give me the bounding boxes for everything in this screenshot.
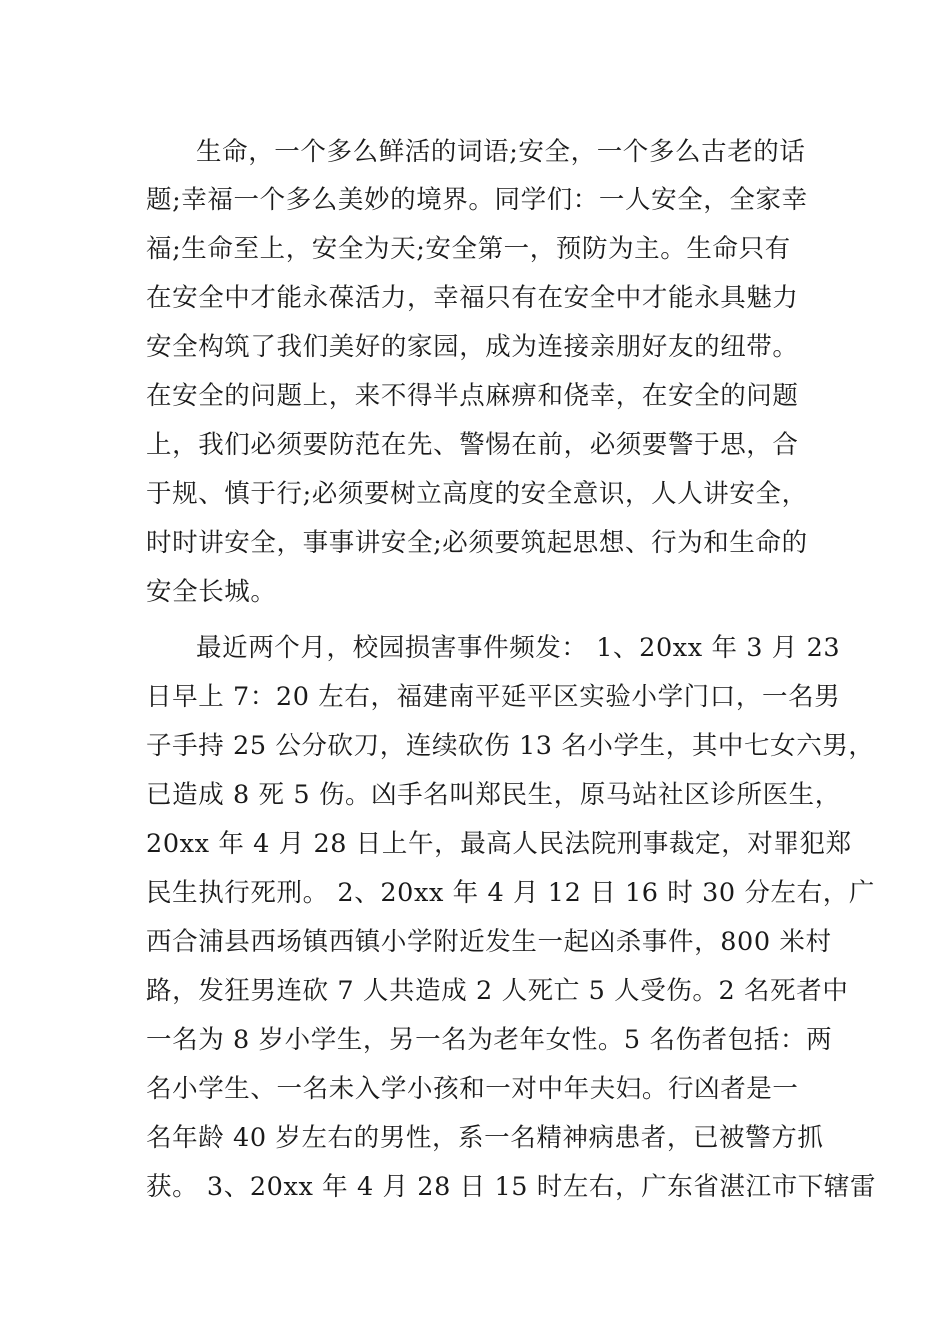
text-line: 日早上 7：20 左右，福建南平延平区实验小学门口，一名男 — [146, 682, 841, 712]
text-line: 一名为 8 岁小学生，另一名为老年女性。5 名伤者包括：两 — [146, 1025, 833, 1055]
text-line: 名年龄 40 岁左右的男性，系一名精神病患者，已被警方抓 — [146, 1123, 824, 1153]
text-line: 西合浦县西场镇西镇小学附近发生一起凶杀事件，800 米村 — [146, 927, 832, 957]
text-line: 在安全的问题上，来不得半点麻痹和侥幸，在安全的问题 — [146, 381, 799, 411]
text-line: 名小学生、一名未入学小孩和一对中年夫妇。行凶者是一 — [146, 1074, 799, 1104]
text-line: 题;幸福一个多么美妙的境界。同学们：一人安全，全家幸 — [146, 185, 808, 215]
text-line: 福;生命至上，安全为天;安全第一，预防为主。生命只有 — [146, 234, 791, 264]
text-line: 于规、慎于行;必须要树立高度的安全意识，人人讲安全， — [146, 479, 808, 509]
text-line: 时时讲安全，事事讲安全;必须要筑起思想、行为和生命的 — [146, 528, 808, 558]
text-line: 生命，一个多么鲜活的词语;安全，一个多么古老的话 — [196, 137, 806, 167]
text-line: 子手持 25 公分砍刀，连续砍伤 13 名小学生，其中七女六男， — [146, 731, 875, 761]
text-line: 最近两个月，校园损害事件频发： 1、20xx 年 3 月 23 — [196, 633, 841, 663]
text-line: 民生执行死刑。 2、20xx 年 4 月 12 日 16 时 30 分左右，广 — [146, 878, 875, 908]
text-line: 获。 3、20xx 年 4 月 28 日 15 时左右，广东省湛江市下辖雷 — [146, 1172, 877, 1202]
text-line: 在安全中才能永葆活力，幸福只有在安全中才能永具魅力 — [146, 283, 799, 313]
text-line: 已造成 8 死 5 伤。凶手名叫郑民生，原马站社区诊所医生， — [146, 780, 841, 810]
text-line: 安全构筑了我们美好的家园，成为连接亲朋好友的纽带。 — [146, 332, 799, 362]
text-line: 安全长城。 — [146, 577, 277, 607]
text-line: 20xx 年 4 月 28 日上午，最高人民法院刑事裁定，对罪犯郑 — [146, 829, 852, 859]
text-line: 路，发狂男连砍 7 人共造成 2 人死亡 5 人受伤。2 名死者中 — [146, 976, 849, 1006]
text-line: 上，我们必须要防范在先、警惕在前，必须要警于思，合 — [146, 430, 799, 460]
